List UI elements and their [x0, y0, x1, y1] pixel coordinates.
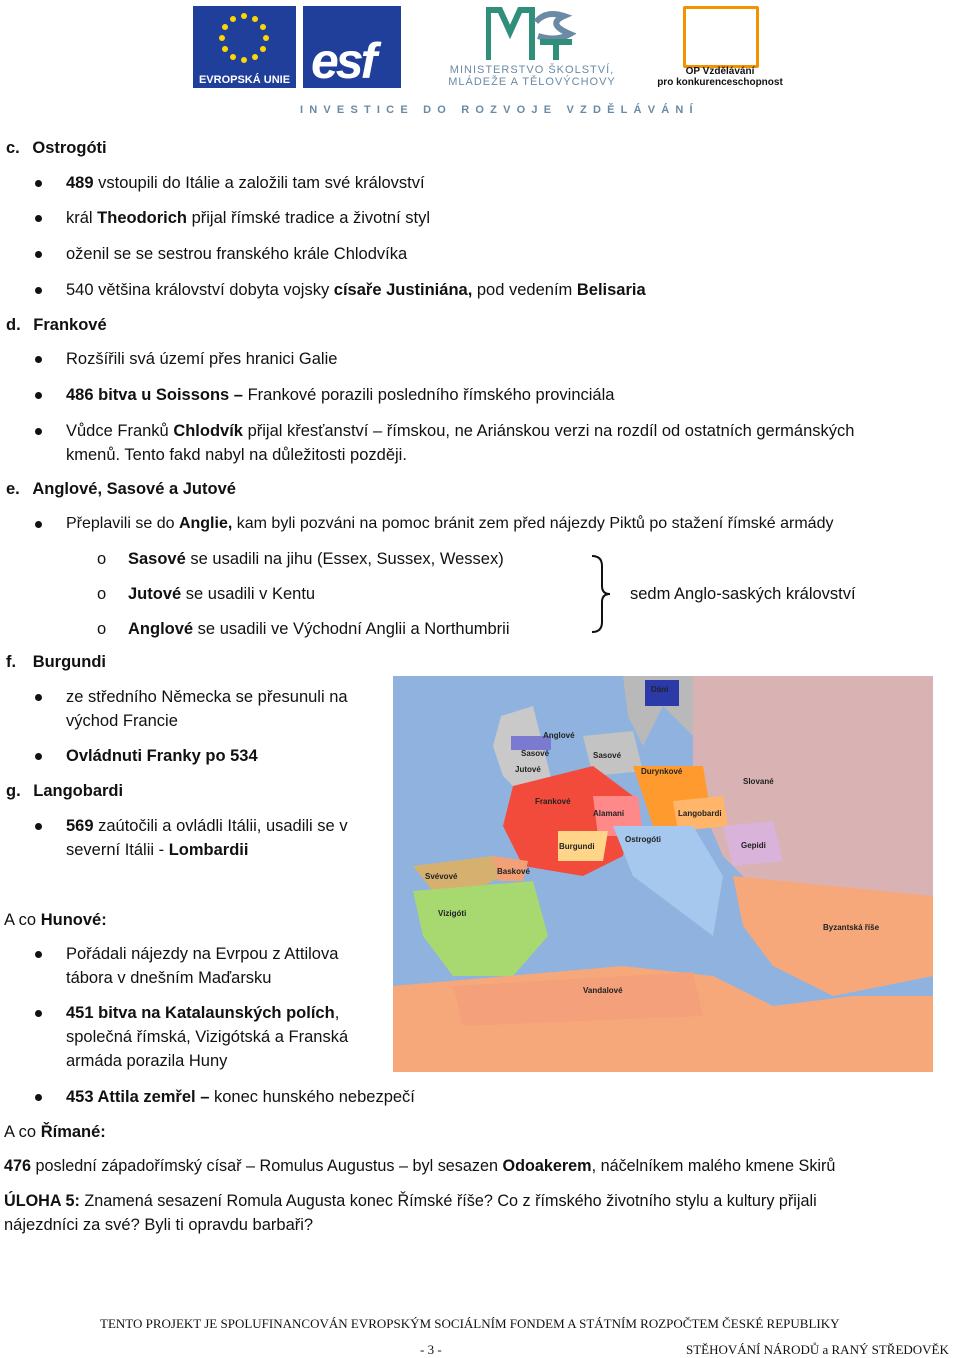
list-item [66, 206, 430, 230]
eu-stars-icon [193, 6, 296, 66]
map-label-durynkove: Durynkové [641, 767, 683, 776]
text-span: 476 [4, 1157, 32, 1175]
text-span: , náčelníkem malého kmene Skirů [591, 1157, 836, 1175]
text-span: se usadili ve Východní Anglii a Northumbrii [193, 620, 510, 638]
sub-marker: o [97, 585, 107, 603]
map-label-dani: Dáni [651, 685, 669, 694]
footer-title: STĚHOVÁNÍ NÁRODŮ a RANÝ STŘEDOVĚK [686, 1342, 949, 1357]
eu-logo [193, 6, 296, 88]
text-span: kam byli pozváni na pomoc bránit zem před nájezdy Piktů po stažení římské armády [232, 515, 834, 532]
text-span: Frankové porazili posledního římského provinciála [243, 386, 615, 404]
bullet [35, 392, 42, 399]
map-label-ostrogoti: Ostrogóti [625, 835, 661, 844]
bullet [35, 823, 42, 830]
bullet [35, 1094, 42, 1101]
investice-tagline: INVESTICE DO ROZVOJE VZDĚLÁVÁNÍ [300, 104, 699, 116]
map-label-svevove: Svévové [425, 872, 458, 881]
text-span: Znamená sesazení Romula Augusta konec Římské říše? Co z římského životního stylu a kultury přijali [79, 1192, 817, 1210]
section-d-heading [6, 313, 107, 337]
map-label-slovane: Slované [743, 777, 774, 786]
list-item: ze středního Německa se přesunuli na [66, 688, 348, 706]
list-item [66, 171, 425, 195]
text-span: Římané: [40, 1123, 106, 1141]
text-span: 540 většina království dobyta vojsky [66, 281, 334, 299]
bullet [35, 428, 42, 435]
msmt-logo-icon [486, 2, 576, 62]
sub-item [128, 617, 510, 641]
esf-label: esf [311, 33, 375, 89]
text-span: A co [4, 911, 41, 929]
text-span: konec hunského nebezpečí [209, 1088, 415, 1106]
section-title: Anglové, Sasové a Jutové [32, 480, 236, 498]
list-item: Pořádali nájezdy na Evrpou z Attilova [66, 945, 339, 963]
text-span: A co [4, 1123, 41, 1141]
bullet [35, 180, 42, 187]
text-span: Odoakerem [502, 1157, 592, 1175]
text-span: Chlodvík [173, 422, 243, 440]
text-span: ÚLOHA 5: [4, 1192, 80, 1210]
sub-marker: o [97, 550, 107, 568]
list-item-continuation: východ Francie [66, 712, 178, 730]
section-title: Langobardi [33, 782, 124, 800]
map-label-jutove: Jutové [515, 765, 541, 774]
footer-cofinance: TENTO PROJEKT JE SPOLUFINANCOVÁN EVROPSKÝM SOCIÁLNÍM FONDEM A STÁTNÍM ROZPOČTEM ČESKÉ REPUBLIKY [100, 1316, 840, 1331]
huns-heading [4, 908, 107, 932]
section-letter: c. [6, 139, 20, 157]
text-span: 453 Attila zemřel – [66, 1088, 210, 1106]
msmt-line2: MLÁDEŽE A TĚLOVÝCHOVY [448, 76, 616, 88]
text-span: zaútočili a ovládli Itálii, usadili se v [93, 817, 348, 835]
text-span: Jutové [128, 585, 182, 603]
text-span: Theodorich [97, 209, 188, 227]
text-span: poslední západořímský císař – Romulus Augustus – byl sesazen [31, 1157, 503, 1175]
section-e-heading [6, 477, 236, 501]
map-label-anglove: Anglové [543, 731, 575, 740]
text-span: se usadili v Kentu [181, 585, 316, 603]
list-item [66, 383, 614, 407]
map-label-vandalove: Vandalové [583, 986, 623, 995]
text-span: 489 [66, 174, 94, 192]
sub-item [128, 547, 504, 571]
text-span: severní Itálii - [66, 841, 169, 859]
text-span: císaře Justiniána, [333, 281, 473, 299]
map-label-gepidi: Gepidi [741, 841, 766, 850]
text-span: Belisaria [576, 281, 646, 299]
bullet [35, 356, 42, 363]
list-item-continuation: kmenů. Tento fakd nabyl na důležitosti později. [66, 446, 407, 464]
text-span: se usadili na jihu (Essex, Sussex, Wessex) [185, 550, 504, 568]
section-letter: e. [6, 480, 20, 498]
text-span: Lombardii [168, 841, 249, 859]
bullet [35, 521, 42, 528]
map-label-byzantska: Byzantská říše [823, 923, 880, 932]
list-item-continuation: armáda porazila Huny [66, 1052, 228, 1070]
bullet [35, 215, 42, 222]
task-line2: nájezdníci za své? Byli ti opravdu barbaři? [4, 1216, 314, 1234]
task-line1 [4, 1189, 817, 1213]
map-label-baskove: Baskové [497, 867, 530, 876]
esf-logo [303, 6, 401, 88]
section-letter: f. [6, 653, 17, 671]
bullet [35, 694, 42, 701]
section-c-heading [6, 136, 107, 160]
romans-text [4, 1154, 835, 1178]
list-item [66, 512, 833, 536]
text-span: 486 bitva u Soissons – [66, 386, 243, 404]
section-letter: g. [6, 782, 21, 800]
list-item [66, 814, 348, 838]
text-span: Sasové [128, 550, 186, 568]
text-span: 569 [66, 817, 94, 835]
bullet [35, 753, 42, 760]
section-letter: d. [6, 316, 21, 334]
bullet [35, 287, 42, 294]
list-item: Rozšířili svá území přes hranici Galie [66, 350, 338, 368]
map-label-langobardi: Langobardi [678, 809, 722, 818]
map-label-sasove: Sasové [521, 749, 550, 758]
section-f-heading [6, 650, 106, 674]
text-span: Vůdce Franků [66, 422, 174, 440]
op-label [655, 66, 785, 88]
list-item: oženil se se sestrou franského krále Chlodvíka [66, 245, 408, 263]
text-span: pod vedením [472, 281, 577, 299]
map-label-frankove: Frankové [535, 797, 571, 806]
text-span: Anglové [128, 620, 194, 638]
op-logo [683, 6, 759, 68]
text-span: Hunové: [40, 911, 107, 929]
sub-marker: o [97, 620, 107, 638]
text-span: král [66, 209, 98, 227]
section-title: Ostrogóti [32, 139, 107, 157]
romans-heading [4, 1120, 106, 1144]
text-span: Anglie, [178, 515, 233, 532]
op-line2: pro konkurenceschopnost [657, 77, 783, 88]
section-title: Burgundi [32, 653, 107, 671]
list-item [66, 1085, 415, 1109]
msmt-label [442, 64, 622, 88]
text-span: , [334, 1004, 340, 1022]
map-label-burgundi: Burgundi [559, 842, 595, 851]
list-item [66, 419, 854, 443]
map-label-vizigoti: Vizigóti [438, 909, 467, 918]
bullet [35, 951, 42, 958]
text-span: přijal křesťanství – římskou, ne Ariánskou verzi na rozdíl od ostatních germánských [243, 422, 855, 440]
list-item-continuation: tábora v dnešním Maďarsku [66, 969, 272, 987]
bracket-note: sedm Anglo-saských království [630, 585, 856, 603]
europe-migration-map [393, 676, 933, 1072]
bullet [35, 251, 42, 258]
section-title: Frankové [33, 316, 107, 334]
list-item-continuation [66, 838, 248, 862]
bullet [35, 1010, 42, 1017]
list-item [66, 1001, 339, 1025]
section-g-heading [6, 779, 123, 803]
sub-item [128, 582, 315, 606]
text-span: přijal římské tradice a životní styl [187, 209, 431, 227]
map-label-sasove-east: Sasové [593, 751, 622, 760]
list-item-continuation: společná římská, Vizigótská a Franská [66, 1028, 349, 1046]
text-span: 451 bitva na Katalaunských polích [66, 1004, 335, 1022]
text-span: vstoupili do Itálie a založili tam své království [93, 174, 425, 192]
list-item: Ovládnuti Franky po 534 [66, 747, 258, 765]
page-number: - 3 - [420, 1342, 442, 1357]
text-span: Přeplavili se do [66, 515, 179, 532]
op-line1: OP Vzdělávání [685, 66, 755, 77]
curly-brace-icon [588, 554, 612, 634]
msmt-line1: MINISTERSTVO ŠKOLSTVÍ, [449, 64, 615, 76]
eu-label: EVROPSKÁ UNIE [198, 74, 291, 86]
map-label-alamani: Alamani [593, 809, 625, 818]
list-item [66, 278, 646, 302]
